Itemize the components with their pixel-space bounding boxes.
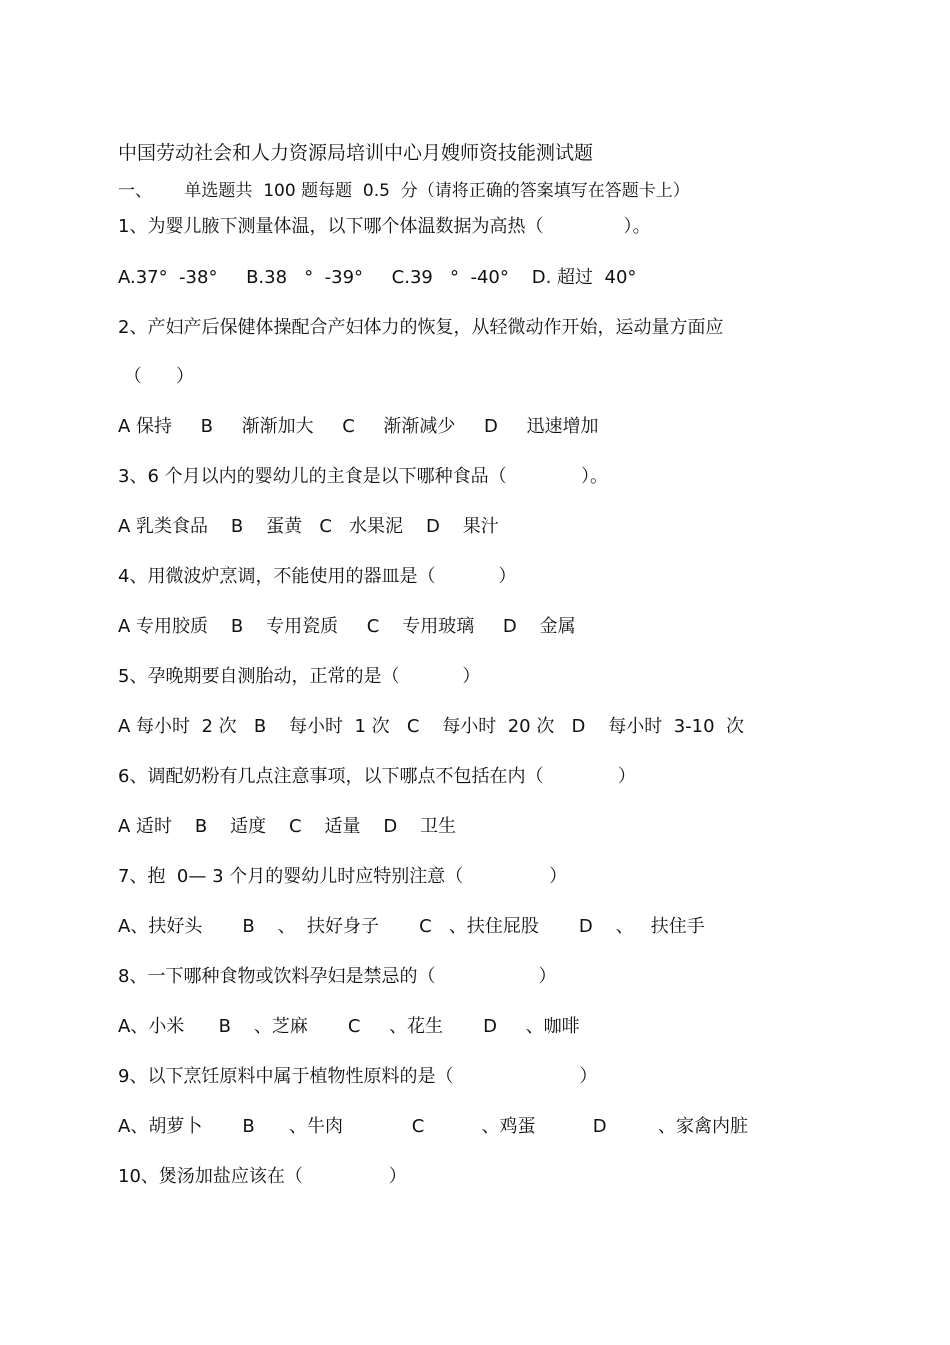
question-2: 2、产妇产后保健体操配合产妇体力的恢复，从轻微动作开始，运动量方面应 [118,317,724,338]
question-3: 3、6 个月以内的婴幼儿的主食是以下哪种食品（ ）。 [118,466,609,487]
question-10: 10、煲汤加盐应该在（ ） [118,1166,407,1187]
options-4: A 专用胶质 B 专用瓷质 C 专用玻璃 D 金属 [118,616,576,637]
question-4: 4、用微波炉烹调，不能使用的器皿是（ ） [118,566,517,587]
options-6: A 适时 B 适度 C 适量 D 卫生 [118,816,457,837]
options-2: A 保持 B 渐渐加大 C 渐渐减少 D 迅速增加 [118,416,599,437]
question-9: 9、以下烹饪原料中属于植物性原料的是（ ） [118,1066,598,1087]
question-5: 5、孕晚期要自测胎动，正常的是（ ） [118,666,481,687]
options-9: A、胡萝卜 B 、牛肉 C 、鸡蛋 D 、家禽内脏 [118,1116,749,1137]
options-5: A 每小时 2 次 B 每小时 1 次 C 每小时 20 次 D 每小时 3-10 次 [118,716,745,737]
document-title: 中国劳动社会和人力资源局培训中心月嫂师资技能测试题 [118,142,594,164]
question-8: 8、一下哪种食物或饮料孕妇是禁忌的（ ） [118,966,557,987]
question-7: 7、抱 0— 3 个月的婴幼儿时应特别注意（ ） [118,866,568,887]
options-7: A、扶好头 B 、 扶好身子 C 、扶住屁股 D 、 扶住手 [118,916,705,937]
section-heading: 一、 单选题共 100 题每题 0.5 分（请将正确的答案填写在答题卡上） [118,181,690,201]
question-2-blank: （ ） [118,366,195,387]
question-1: 1、为婴儿腋下测量体温，以下哪个体温数据为高热（ ）。 [118,216,651,237]
question-6: 6、调配奶粉有几点注意事项，以下哪点不包括在内（ ） [118,766,636,787]
options-3: A 乳类食品 B 蛋黄 C 水果泥 D 果汁 [118,516,499,537]
options-8: A、小米 B 、芝麻 C 、花生 D 、咖啡 [118,1016,580,1037]
options-1: A.37° -38° B.38 ° -39° C.39 ° -40° D. 超过 40° [118,267,637,288]
